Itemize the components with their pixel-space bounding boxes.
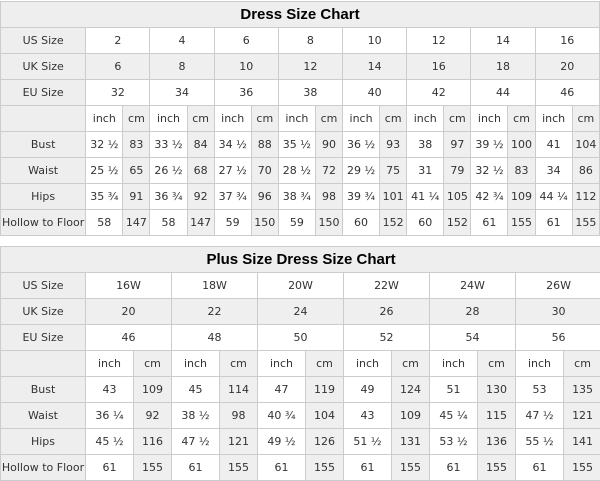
size-row xyxy=(1,28,600,54)
measurement-cm-cell: 75 xyxy=(380,158,407,184)
measurement-inch-cell: 47 ½ xyxy=(516,403,564,429)
measurement-inch-cell: 35 ½ xyxy=(278,132,315,158)
measurement-cm-cell: 141 xyxy=(564,429,600,455)
measurement-cm-cell: 68 xyxy=(187,158,214,184)
measurement-cm-cell: 97 xyxy=(444,132,471,158)
unit-cm-header: cm xyxy=(478,351,516,377)
size-cell: 56 xyxy=(516,325,600,351)
size-row xyxy=(1,273,600,299)
measurement-inch-cell: 43 xyxy=(86,377,134,403)
size-cell: 46 xyxy=(86,325,172,351)
measurement-cm-cell: 116 xyxy=(134,429,172,455)
measurement-inch-cell: 60 xyxy=(343,210,380,236)
measurement-cm-cell: 109 xyxy=(392,403,430,429)
measurement-inch-cell: 33 ½ xyxy=(150,132,187,158)
size-cell: 36 xyxy=(214,80,278,106)
measurement-inch-cell: 55 ½ xyxy=(516,429,564,455)
measurement-cm-cell: 88 xyxy=(251,132,278,158)
measurement-cm-cell: 147 xyxy=(123,210,150,236)
measurement-cm-cell: 155 xyxy=(220,455,258,481)
measurement-cm-cell: 150 xyxy=(315,210,342,236)
size-cell: 26 xyxy=(344,299,430,325)
unit-inch-header: inch xyxy=(214,106,251,132)
unit-inch-header: inch xyxy=(258,351,306,377)
size-cell: 24W xyxy=(430,273,516,299)
row-label: Waist xyxy=(1,403,86,429)
measurement-row xyxy=(1,184,600,210)
measurement-inch-cell: 53 xyxy=(516,377,564,403)
measurement-inch-cell: 61 xyxy=(86,455,134,481)
measurement-cm-cell: 79 xyxy=(444,158,471,184)
row-label: Hips xyxy=(1,184,86,210)
unit-inch-header: inch xyxy=(535,106,572,132)
measurement-cm-cell: 92 xyxy=(187,184,214,210)
size-row xyxy=(1,325,600,351)
measurement-inch-cell: 32 ½ xyxy=(471,158,508,184)
size-cell: 10 xyxy=(214,54,278,80)
measurement-cm-cell: 121 xyxy=(564,403,600,429)
measurement-cm-cell: 105 xyxy=(444,184,471,210)
size-cell: 32 xyxy=(86,80,150,106)
measurement-cm-cell: 152 xyxy=(444,210,471,236)
size-cell: 50 xyxy=(258,325,344,351)
row-label xyxy=(1,106,86,132)
measurement-cm-cell: 90 xyxy=(315,132,342,158)
measurement-cm-cell: 96 xyxy=(251,184,278,210)
measurement-cm-cell: 150 xyxy=(251,210,278,236)
measurement-row xyxy=(1,429,600,455)
measurement-cm-cell: 155 xyxy=(392,455,430,481)
unit-cm-header: cm xyxy=(220,351,258,377)
size-cell: 14 xyxy=(471,28,535,54)
measurement-cm-cell: 155 xyxy=(572,210,599,236)
row-label: Bust xyxy=(1,377,86,403)
measurement-cm-cell: 152 xyxy=(380,210,407,236)
unit-cm-header: cm xyxy=(134,351,172,377)
measurement-inch-cell: 34 ½ xyxy=(214,132,251,158)
row-label: Bust xyxy=(1,132,86,158)
measurement-inch-cell: 34 xyxy=(535,158,572,184)
size-cell: 38 xyxy=(278,80,342,106)
unit-inch-header: inch xyxy=(344,351,392,377)
measurement-row xyxy=(1,455,600,481)
size-cell: 42 xyxy=(407,80,471,106)
measurement-cm-cell: 109 xyxy=(134,377,172,403)
measurement-inch-cell: 27 ½ xyxy=(214,158,251,184)
unit-inch-header: inch xyxy=(343,106,380,132)
unit-inch-header: inch xyxy=(86,351,134,377)
measurement-inch-cell: 61 xyxy=(535,210,572,236)
unit-cm-header: cm xyxy=(564,351,600,377)
size-cell: 8 xyxy=(150,54,214,80)
measurement-inch-cell: 61 xyxy=(516,455,564,481)
measurement-cm-cell: 155 xyxy=(134,455,172,481)
measurement-cm-cell: 84 xyxy=(187,132,214,158)
unit-inch-header: inch xyxy=(172,351,220,377)
size-cell: 6 xyxy=(214,28,278,54)
measurement-inch-cell: 45 ½ xyxy=(86,429,134,455)
size-cell: 12 xyxy=(278,54,342,80)
measurement-cm-cell: 100 xyxy=(508,132,535,158)
size-cell: 40 xyxy=(343,80,407,106)
measurement-inch-cell: 49 xyxy=(344,377,392,403)
unit-cm-header: cm xyxy=(444,106,471,132)
unit-cm-header: cm xyxy=(380,106,407,132)
measurement-cm-cell: 155 xyxy=(564,455,600,481)
measurement-cm-cell: 155 xyxy=(306,455,344,481)
size-cell: 16 xyxy=(407,54,471,80)
row-label: Waist xyxy=(1,158,86,184)
size-cell: 54 xyxy=(430,325,516,351)
unit-header-row xyxy=(1,106,600,132)
table-title-row xyxy=(1,247,600,273)
table-title-row xyxy=(1,2,600,28)
unit-inch-header: inch xyxy=(430,351,478,377)
measurement-cm-cell: 155 xyxy=(478,455,516,481)
measurement-inch-cell: 29 ½ xyxy=(343,158,380,184)
measurement-cm-cell: 83 xyxy=(123,132,150,158)
measurement-inch-cell: 36 ¾ xyxy=(150,184,187,210)
measurement-cm-cell: 147 xyxy=(187,210,214,236)
size-cell: 20 xyxy=(535,54,599,80)
table-title: Plus Size Dress Size Chart xyxy=(1,247,600,273)
size-cell: 6 xyxy=(86,54,150,80)
measurement-cm-cell: 93 xyxy=(380,132,407,158)
measurement-inch-cell: 45 ¼ xyxy=(430,403,478,429)
measurement-cm-cell: 104 xyxy=(306,403,344,429)
unit-cm-header: cm xyxy=(315,106,342,132)
size-cell: 20W xyxy=(258,273,344,299)
measurement-cm-cell: 92 xyxy=(134,403,172,429)
measurement-cm-cell: 131 xyxy=(392,429,430,455)
row-label: EU Size xyxy=(1,80,86,106)
row-label: EU Size xyxy=(1,325,86,351)
size-cell: 28 xyxy=(430,299,516,325)
row-label: Hips xyxy=(1,429,86,455)
unit-inch-header: inch xyxy=(150,106,187,132)
measurement-cm-cell: 130 xyxy=(478,377,516,403)
size-cell: 8 xyxy=(278,28,342,54)
measurement-cm-cell: 109 xyxy=(508,184,535,210)
measurement-inch-cell: 43 xyxy=(344,403,392,429)
measurement-cm-cell: 119 xyxy=(306,377,344,403)
unit-inch-header: inch xyxy=(278,106,315,132)
size-cell: 18 xyxy=(471,54,535,80)
measurement-row xyxy=(1,158,600,184)
size-cell: 10 xyxy=(343,28,407,54)
measurement-cm-cell: 101 xyxy=(380,184,407,210)
measurement-inch-cell: 60 xyxy=(407,210,444,236)
measurement-inch-cell: 61 xyxy=(258,455,306,481)
measurement-cm-cell: 72 xyxy=(315,158,342,184)
measurement-cm-cell: 98 xyxy=(315,184,342,210)
measurement-cm-cell: 83 xyxy=(508,158,535,184)
measurement-inch-cell: 61 xyxy=(471,210,508,236)
plus-size-dress-size-chart xyxy=(0,246,600,481)
unit-inch-header: inch xyxy=(516,351,564,377)
measurement-inch-cell: 38 ½ xyxy=(172,403,220,429)
row-label: US Size xyxy=(1,28,86,54)
size-cell: 26W xyxy=(516,273,600,299)
unit-cm-header: cm xyxy=(392,351,430,377)
measurement-inch-cell: 35 ¾ xyxy=(86,184,123,210)
measurement-inch-cell: 39 ¾ xyxy=(343,184,380,210)
measurement-inch-cell: 61 xyxy=(344,455,392,481)
measurement-inch-cell: 61 xyxy=(430,455,478,481)
measurement-cm-cell: 115 xyxy=(478,403,516,429)
measurement-inch-cell: 51 ½ xyxy=(344,429,392,455)
size-cell: 44 xyxy=(471,80,535,106)
measurement-inch-cell: 59 xyxy=(278,210,315,236)
measurement-inch-cell: 25 ½ xyxy=(86,158,123,184)
measurement-inch-cell: 36 ¼ xyxy=(86,403,134,429)
measurement-cm-cell: 121 xyxy=(220,429,258,455)
measurement-cm-cell: 114 xyxy=(220,377,258,403)
measurement-cm-cell: 112 xyxy=(572,184,599,210)
row-label xyxy=(1,351,86,377)
measurement-inch-cell: 47 ½ xyxy=(172,429,220,455)
size-cell: 20 xyxy=(86,299,172,325)
size-cell: 30 xyxy=(516,299,600,325)
measurement-inch-cell: 26 ½ xyxy=(150,158,187,184)
size-cell: 18W xyxy=(172,273,258,299)
size-cell: 16W xyxy=(86,273,172,299)
row-label: UK Size xyxy=(1,54,86,80)
measurement-inch-cell: 38 xyxy=(407,132,444,158)
measurement-inch-cell: 58 xyxy=(86,210,123,236)
measurement-inch-cell: 32 ½ xyxy=(86,132,123,158)
size-cell: 16 xyxy=(535,28,599,54)
unit-cm-header: cm xyxy=(123,106,150,132)
row-label: Hollow to Floor xyxy=(1,210,86,236)
measurement-inch-cell: 41 ¼ xyxy=(407,184,444,210)
size-cell: 22 xyxy=(172,299,258,325)
measurement-inch-cell: 36 ½ xyxy=(343,132,380,158)
row-label: Hollow to Floor xyxy=(1,455,86,481)
unit-cm-header: cm xyxy=(508,106,535,132)
measurement-row xyxy=(1,403,600,429)
measurement-inch-cell: 59 xyxy=(214,210,251,236)
size-cell: 46 xyxy=(535,80,599,106)
unit-cm-header: cm xyxy=(572,106,599,132)
measurement-inch-cell: 44 ¼ xyxy=(535,184,572,210)
size-cell: 48 xyxy=(172,325,258,351)
measurement-inch-cell: 37 ¾ xyxy=(214,184,251,210)
measurement-inch-cell: 49 ½ xyxy=(258,429,306,455)
measurement-cm-cell: 126 xyxy=(306,429,344,455)
measurement-cm-cell: 65 xyxy=(123,158,150,184)
measurement-row xyxy=(1,132,600,158)
measurement-inch-cell: 28 ½ xyxy=(278,158,315,184)
measurement-cm-cell: 70 xyxy=(251,158,278,184)
unit-cm-header: cm xyxy=(306,351,344,377)
size-row xyxy=(1,54,600,80)
measurement-row xyxy=(1,377,600,403)
measurement-cm-cell: 86 xyxy=(572,158,599,184)
size-cell: 22W xyxy=(344,273,430,299)
measurement-inch-cell: 42 ¾ xyxy=(471,184,508,210)
size-cell: 34 xyxy=(150,80,214,106)
measurement-inch-cell: 58 xyxy=(150,210,187,236)
row-label: US Size xyxy=(1,273,86,299)
size-cell: 2 xyxy=(86,28,150,54)
unit-inch-header: inch xyxy=(407,106,444,132)
table-title: Dress Size Chart xyxy=(1,2,600,28)
measurement-cm-cell: 104 xyxy=(572,132,599,158)
size-cell: 12 xyxy=(407,28,471,54)
unit-cm-header: cm xyxy=(251,106,278,132)
size-cell: 14 xyxy=(343,54,407,80)
unit-inch-header: inch xyxy=(471,106,508,132)
measurement-inch-cell: 31 xyxy=(407,158,444,184)
measurement-inch-cell: 39 ½ xyxy=(471,132,508,158)
size-row xyxy=(1,299,600,325)
measurement-cm-cell: 135 xyxy=(564,377,600,403)
size-cell: 52 xyxy=(344,325,430,351)
unit-inch-header: inch xyxy=(86,106,123,132)
size-cell: 4 xyxy=(150,28,214,54)
unit-header-row xyxy=(1,351,600,377)
measurement-inch-cell: 47 xyxy=(258,377,306,403)
measurement-cm-cell: 155 xyxy=(508,210,535,236)
measurement-inch-cell: 41 xyxy=(535,132,572,158)
measurement-inch-cell: 45 xyxy=(172,377,220,403)
measurement-cm-cell: 124 xyxy=(392,377,430,403)
size-row xyxy=(1,80,600,106)
measurement-inch-cell: 61 xyxy=(172,455,220,481)
size-charts-container xyxy=(0,1,600,481)
measurement-inch-cell: 40 ¾ xyxy=(258,403,306,429)
row-label: UK Size xyxy=(1,299,86,325)
dress-size-chart xyxy=(0,1,600,236)
measurement-cm-cell: 136 xyxy=(478,429,516,455)
size-cell: 24 xyxy=(258,299,344,325)
measurement-inch-cell: 51 xyxy=(430,377,478,403)
measurement-inch-cell: 53 ½ xyxy=(430,429,478,455)
measurement-row xyxy=(1,210,600,236)
measurement-inch-cell: 38 ¾ xyxy=(278,184,315,210)
unit-cm-header: cm xyxy=(187,106,214,132)
measurement-cm-cell: 91 xyxy=(123,184,150,210)
measurement-cm-cell: 98 xyxy=(220,403,258,429)
